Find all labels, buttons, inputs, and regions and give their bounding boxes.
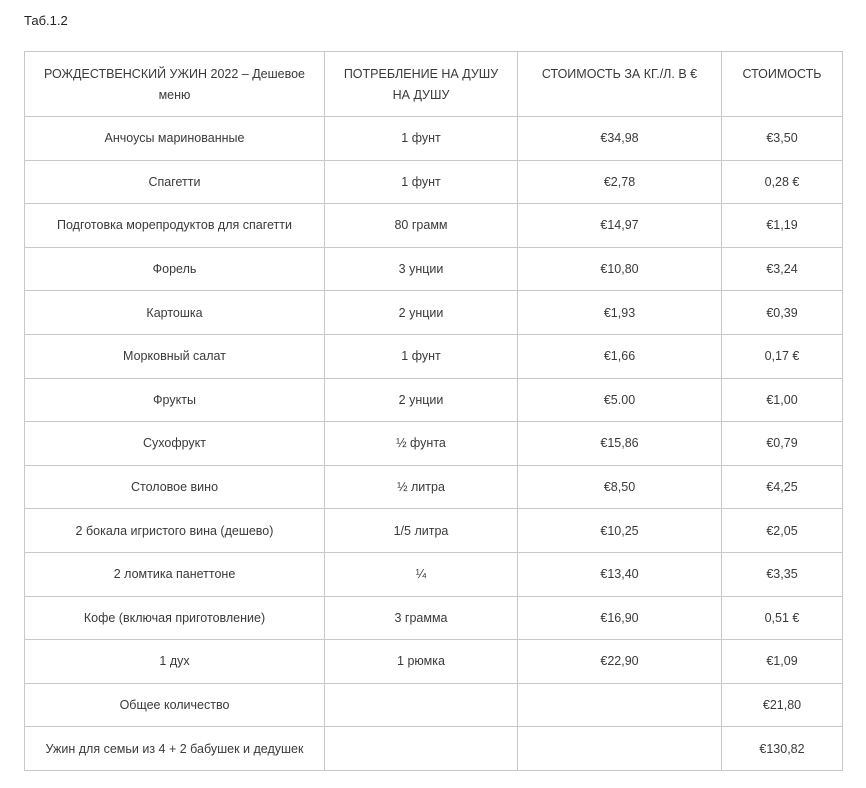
- table-row: [25, 465, 843, 509]
- table-row: [25, 117, 843, 161]
- cell-quantity: 1 рюмка: [325, 640, 518, 684]
- cell-item: Анчоусы маринованные: [25, 117, 325, 161]
- table-row: [25, 422, 843, 466]
- cell-cost: €4,25: [722, 465, 843, 509]
- table-row: [25, 204, 843, 248]
- cell-cost: €1,00: [722, 378, 843, 422]
- cell-item: Форель: [25, 247, 325, 291]
- header-menu-item: РОЖДЕСТВЕНСКИЙ УЖИН 2022 – Дешевое меню: [25, 52, 325, 117]
- cell-cost: €1,09: [722, 640, 843, 684]
- header-cost: СТОИМОСТЬ: [722, 52, 843, 117]
- cell-cost: €2,05: [722, 509, 843, 553]
- table-row-total: [25, 683, 843, 727]
- table-header-row: [25, 52, 843, 117]
- cell-cost: €3,50: [722, 117, 843, 161]
- cell-item: Спагетти: [25, 160, 325, 204]
- cell-cost: €0,79: [722, 422, 843, 466]
- cell-item: 2 бокала игристого вина (дешево): [25, 509, 325, 553]
- cell-unit-price: €5.00: [518, 378, 722, 422]
- cell-quantity: ½ литра: [325, 465, 518, 509]
- cell-unit-price: €1,93: [518, 291, 722, 335]
- table-row: [25, 247, 843, 291]
- cell-quantity: 3 грамма: [325, 596, 518, 640]
- table-caption: Таб.1.2: [24, 13, 68, 28]
- cell-quantity: 1 фунт: [325, 334, 518, 378]
- cell-item: Ужин для семьи из 4 + 2 бабушек и дедушек: [25, 727, 325, 771]
- cell-cost: €21,80: [722, 683, 843, 727]
- cell-cost: €130,82: [722, 727, 843, 771]
- christmas-dinner-cost-table: [24, 51, 843, 771]
- cell-quantity: [325, 727, 518, 771]
- table-row: [25, 596, 843, 640]
- cell-quantity: 1 фунт: [325, 160, 518, 204]
- cell-unit-price: €1,66: [518, 334, 722, 378]
- cell-item: Фрукты: [25, 378, 325, 422]
- cell-unit-price: [518, 683, 722, 727]
- cell-quantity: 3 унции: [325, 247, 518, 291]
- cell-item: Общее количество: [25, 683, 325, 727]
- table-row: [25, 509, 843, 553]
- header-consumption-per-person: ПОТРЕБЛЕНИЕ НА ДУШУ НА ДУШУ: [325, 52, 518, 117]
- cell-cost: 0,51 €: [722, 596, 843, 640]
- table-row: [25, 378, 843, 422]
- cell-cost: €3,35: [722, 552, 843, 596]
- cell-item: 1 дух: [25, 640, 325, 684]
- cell-unit-price: [518, 727, 722, 771]
- cell-unit-price: €16,90: [518, 596, 722, 640]
- cell-quantity: [325, 683, 518, 727]
- cell-quantity: 1 фунт: [325, 117, 518, 161]
- cell-item: Картошка: [25, 291, 325, 335]
- table-row: [25, 334, 843, 378]
- cell-unit-price: €34,98: [518, 117, 722, 161]
- cell-quantity: 1/5 литра: [325, 509, 518, 553]
- cell-unit-price: €2,78: [518, 160, 722, 204]
- cell-unit-price: €22,90: [518, 640, 722, 684]
- table-row: [25, 552, 843, 596]
- cell-unit-price: €8,50: [518, 465, 722, 509]
- table-row: [25, 160, 843, 204]
- table-row: [25, 291, 843, 335]
- cell-cost: 0,28 €: [722, 160, 843, 204]
- cell-quantity: 80 грамм: [325, 204, 518, 248]
- cell-quantity: 2 унции: [325, 378, 518, 422]
- cell-item: Морковный салат: [25, 334, 325, 378]
- cell-item: Столовое вино: [25, 465, 325, 509]
- cell-quantity: ¼: [325, 552, 518, 596]
- cell-unit-price: €15,86: [518, 422, 722, 466]
- cell-quantity: 2 унции: [325, 291, 518, 335]
- cell-unit-price: €14,97: [518, 204, 722, 248]
- cell-cost: €3,24: [722, 247, 843, 291]
- cell-cost: €1,19: [722, 204, 843, 248]
- table-row-family-total: [25, 727, 843, 771]
- cell-item: Сухофрукт: [25, 422, 325, 466]
- cell-item: Кофе (включая приготовление): [25, 596, 325, 640]
- cell-unit-price: €13,40: [518, 552, 722, 596]
- header-cost-per-kg-l: СТОИМОСТЬ ЗА КГ./Л. В €: [518, 52, 722, 117]
- cell-quantity: ½ фунта: [325, 422, 518, 466]
- cell-item: 2 ломтика панеттоне: [25, 552, 325, 596]
- cell-cost: 0,17 €: [722, 334, 843, 378]
- cell-item: Подготовка морепродуктов для спагетти: [25, 204, 325, 248]
- table-row: [25, 640, 843, 684]
- cell-unit-price: €10,25: [518, 509, 722, 553]
- cell-cost: €0,39: [722, 291, 843, 335]
- cell-unit-price: €10,80: [518, 247, 722, 291]
